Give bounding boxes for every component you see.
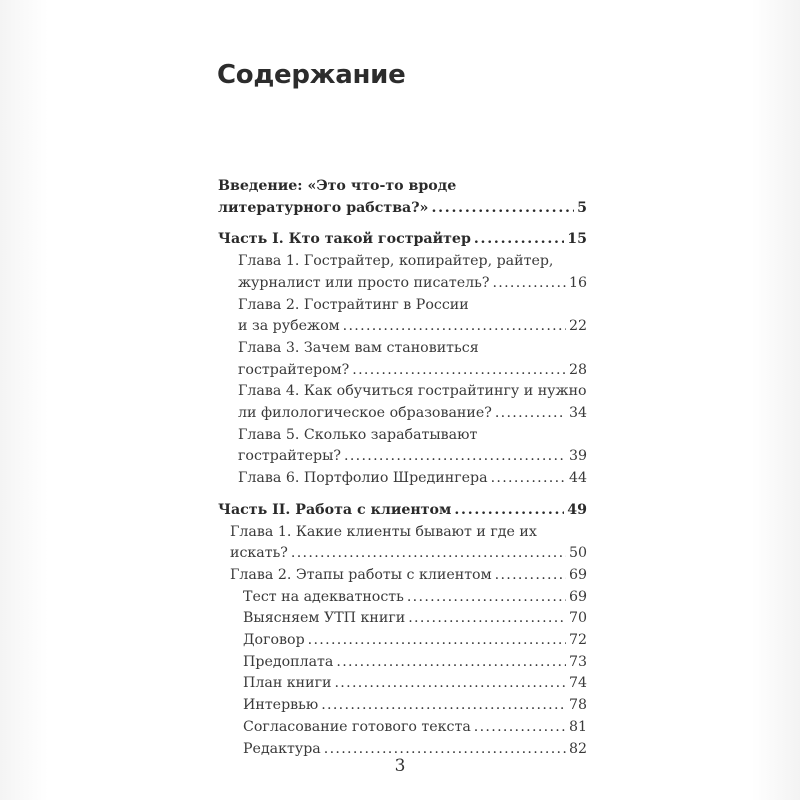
toc-page-number: 22 bbox=[568, 318, 587, 335]
page-title: Содержание bbox=[217, 60, 406, 90]
toc-section-entry bbox=[218, 587, 587, 609]
toc-entry-title: Глава 4. Как обучиться гострайтингу и нужно bbox=[238, 383, 587, 400]
toc-entry-title: Часть II. Работа с клиентом bbox=[218, 501, 452, 518]
toc-entry-line bbox=[238, 446, 587, 468]
dot-leader bbox=[343, 316, 566, 338]
toc-entry-title: Редактура bbox=[243, 740, 321, 757]
toc-entry-line bbox=[218, 229, 587, 251]
toc-entry-title: Глава 1. Гострайтер, копирайтер, райтер, bbox=[238, 253, 554, 270]
toc-chapter-entry bbox=[218, 565, 587, 587]
toc-entry-title: Глава 6. Портфолио Шредингера bbox=[238, 470, 488, 487]
toc-chapter-entry bbox=[218, 468, 587, 490]
toc-page-number: 49 bbox=[567, 501, 587, 518]
toc-entry-line bbox=[218, 176, 587, 198]
page-number: 3 bbox=[394, 756, 406, 776]
toc-page-number: 34 bbox=[568, 405, 587, 422]
dot-leader bbox=[495, 565, 566, 587]
toc-entry-title: Глава 1. Какие клиенты бывают и где их bbox=[230, 523, 537, 540]
toc-page-number: 81 bbox=[568, 718, 587, 735]
toc-chapter-entry bbox=[218, 251, 587, 294]
dot-leader bbox=[495, 403, 566, 425]
toc-entry-line bbox=[238, 381, 587, 403]
toc-chapter-entry bbox=[218, 295, 587, 338]
toc-page-number: 70 bbox=[568, 610, 587, 627]
toc-page-number: 69 bbox=[568, 588, 587, 605]
toc-entry-title: журналист или просто писатель? bbox=[238, 274, 490, 291]
dot-leader bbox=[291, 543, 566, 565]
toc-page-number: 74 bbox=[568, 675, 587, 692]
toc-page-number: 39 bbox=[568, 448, 587, 465]
toc-entry-title: Глава 3. Зачем вам становиться bbox=[238, 339, 479, 356]
toc-chapter-entry bbox=[218, 381, 587, 424]
toc-entry-title: Согласование готового текста bbox=[243, 718, 471, 735]
dot-leader bbox=[474, 229, 564, 251]
dot-leader bbox=[408, 608, 566, 630]
toc-entry-title: Глава 2. Этапы работы с клиентом bbox=[230, 566, 492, 583]
toc-entry-title: Договор bbox=[243, 632, 305, 649]
toc-section-entry bbox=[218, 673, 587, 695]
toc-page-number: 82 bbox=[568, 740, 587, 757]
toc-entry-line bbox=[243, 695, 587, 717]
dot-leader bbox=[474, 717, 566, 739]
dot-leader bbox=[431, 198, 574, 220]
toc-entry-title: Выясняем УТП книги bbox=[243, 610, 406, 627]
toc-page-number: 72 bbox=[568, 632, 587, 649]
toc-entry-title: ли филологическое образование? bbox=[238, 405, 492, 422]
toc-entry-line bbox=[238, 403, 587, 425]
dot-leader bbox=[321, 695, 566, 717]
toc-page-number: 78 bbox=[568, 697, 587, 714]
toc-entry-line bbox=[243, 652, 587, 674]
dot-leader bbox=[491, 468, 566, 490]
table-of-contents bbox=[218, 176, 587, 760]
toc-entry-line bbox=[218, 198, 587, 220]
toc-entry-line bbox=[218, 500, 587, 522]
toc-entry-line bbox=[230, 543, 587, 565]
toc-entry-line bbox=[238, 360, 587, 382]
toc-page-number: 5 bbox=[577, 199, 587, 216]
toc-entry-title: Предоплата bbox=[243, 653, 334, 670]
toc-entry-line bbox=[243, 608, 587, 630]
toc-page-number: 28 bbox=[568, 361, 587, 378]
toc-entry-line bbox=[238, 251, 587, 273]
toc-page-number: 73 bbox=[568, 653, 587, 670]
toc-entry-line bbox=[238, 425, 587, 447]
toc-entry-title: гострайтером? bbox=[238, 361, 350, 378]
toc-entry-line bbox=[238, 338, 587, 360]
dot-leader bbox=[336, 652, 566, 674]
toc-entry-title: Тест на адекватность bbox=[243, 588, 404, 605]
toc-page-number: 69 bbox=[568, 566, 587, 583]
dot-leader bbox=[492, 273, 566, 295]
toc-chapter-entry bbox=[218, 425, 587, 468]
toc-entry-line bbox=[230, 522, 587, 544]
toc-page-number: 16 bbox=[568, 274, 587, 291]
toc-page-number: 15 bbox=[567, 231, 587, 248]
toc-page-number: 50 bbox=[568, 545, 587, 562]
dot-leader bbox=[308, 630, 566, 652]
toc-entry-title: и за рубежом bbox=[238, 318, 340, 335]
toc-entry-title: литературного рабства?» bbox=[218, 199, 429, 216]
toc-entry-title: Интервью bbox=[243, 697, 319, 714]
toc-entry-line bbox=[238, 295, 587, 317]
toc-part-entry bbox=[218, 500, 587, 522]
dot-leader bbox=[352, 360, 566, 382]
toc-section-entry bbox=[218, 652, 587, 674]
toc-entry-line bbox=[243, 630, 587, 652]
toc-entry-line bbox=[243, 673, 587, 695]
toc-entry-line bbox=[243, 717, 587, 739]
dot-leader bbox=[334, 673, 565, 695]
toc-entry-line bbox=[243, 587, 587, 609]
toc-section-entry bbox=[218, 695, 587, 717]
toc-entry-title: гострайтеры? bbox=[238, 448, 341, 465]
toc-section-entry bbox=[218, 608, 587, 630]
toc-part-entry bbox=[218, 229, 587, 251]
dot-leader bbox=[454, 500, 564, 522]
dot-leader bbox=[407, 587, 566, 609]
toc-entry-line bbox=[238, 273, 587, 295]
toc-section-entry bbox=[218, 717, 587, 739]
toc-chapter-entry bbox=[218, 338, 587, 381]
toc-entry-line bbox=[238, 468, 587, 490]
toc-entry-title: Часть I. Кто такой гострайтер bbox=[218, 231, 471, 248]
toc-entry-title: Глава 5. Сколько зарабатывают bbox=[238, 426, 478, 443]
toc-part-entry bbox=[218, 176, 587, 219]
toc-entry-line bbox=[230, 565, 587, 587]
toc-entry-title: Введение: «Это что-то вроде bbox=[218, 178, 457, 194]
toc-section-entry bbox=[218, 630, 587, 652]
toc-page-number: 44 bbox=[568, 470, 587, 487]
toc-chapter-entry bbox=[218, 522, 587, 565]
toc-entry-title: искать? bbox=[230, 545, 288, 562]
toc-entry-title: Глава 2. Гострайтинг в России bbox=[238, 296, 469, 313]
toc-entry-title: План книги bbox=[243, 675, 332, 692]
dot-leader bbox=[344, 446, 566, 468]
toc-entry-line bbox=[238, 316, 587, 338]
